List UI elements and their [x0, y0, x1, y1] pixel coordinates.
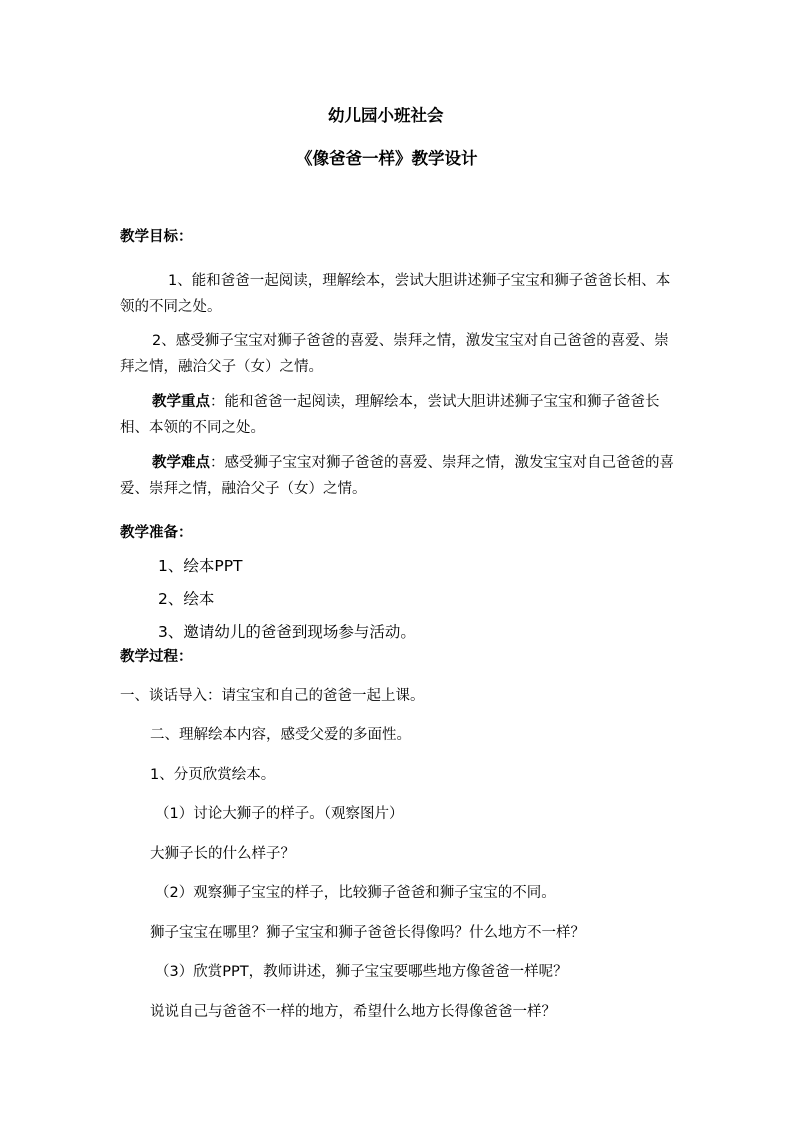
- process-step: 一、谈话导入：请宝宝和自己的爸爸一起上课。: [120, 688, 425, 704]
- process-step: 大狮子长的什么样子？: [150, 846, 295, 862]
- process-heading: 教学过程：: [120, 649, 193, 665]
- process-step: 说说自己与爸爸不一样的地方，希望什么地方长得像爸爸一样？: [150, 1004, 556, 1020]
- difficulty-label: 教学难点: [152, 455, 210, 471]
- goal-2: 2、感受狮子宝宝对狮子爸爸的喜爱、崇拜之情，激发宝宝对自己爸爸的喜爱、崇拜之情，融洽父子（女）之情。: [120, 333, 669, 375]
- difficulty-text: ：感受狮子宝宝对狮子爸爸的喜爱、崇拜之情，激发宝宝对自己爸爸的喜爱、崇拜之情，融洽父子（女）之情。: [120, 455, 674, 497]
- process-step: （1）讨论大狮子的样子。（观察图片）: [155, 806, 404, 822]
- goal-1: 1、能和爸爸一起阅读，理解绘本，尝试大胆讲述狮子宝宝和狮子爸爸长相、本领的不同之处。: [120, 273, 671, 315]
- difficulty-point: [120, 450, 680, 502]
- process-step: 1、分页欣赏绘本。: [150, 767, 276, 783]
- prep-heading: 教学准备：: [120, 525, 193, 541]
- key-point-text: ：能和爸爸一起阅读，理解绘本，尝试大胆讲述狮子宝宝和狮子爸爸长相、本领的不同之处。: [120, 394, 660, 436]
- process-step: 狮子宝宝在哪里？狮子宝宝和狮子爸爸长得像吗？什么地方不一样？: [150, 925, 585, 941]
- document-subtitle: 《像爸爸一样》教学设计: [296, 149, 478, 168]
- key-point: [120, 389, 680, 441]
- document-title: 幼儿园小班社会: [328, 106, 444, 125]
- prep-item-1: 1、绘本PPT: [158, 557, 243, 575]
- process-step: 二、理解绘本内容，感受父爱的多面性。: [150, 727, 411, 743]
- prep-item-3: 3、邀请幼儿的爸爸到现场参与活动。: [158, 623, 416, 641]
- key-point-label: 教学重点: [152, 394, 210, 410]
- prep-item-2: 2、绘本: [158, 590, 215, 608]
- process-step: （3）欣赏PPT，教师讲述，狮子宝宝要哪些地方像爸爸一样呢？: [155, 964, 568, 980]
- goals-heading: 教学目标：: [120, 229, 193, 245]
- process-step: （2）观察狮子宝宝的样子，比较狮子爸爸和狮子宝宝的不同。: [155, 885, 556, 901]
